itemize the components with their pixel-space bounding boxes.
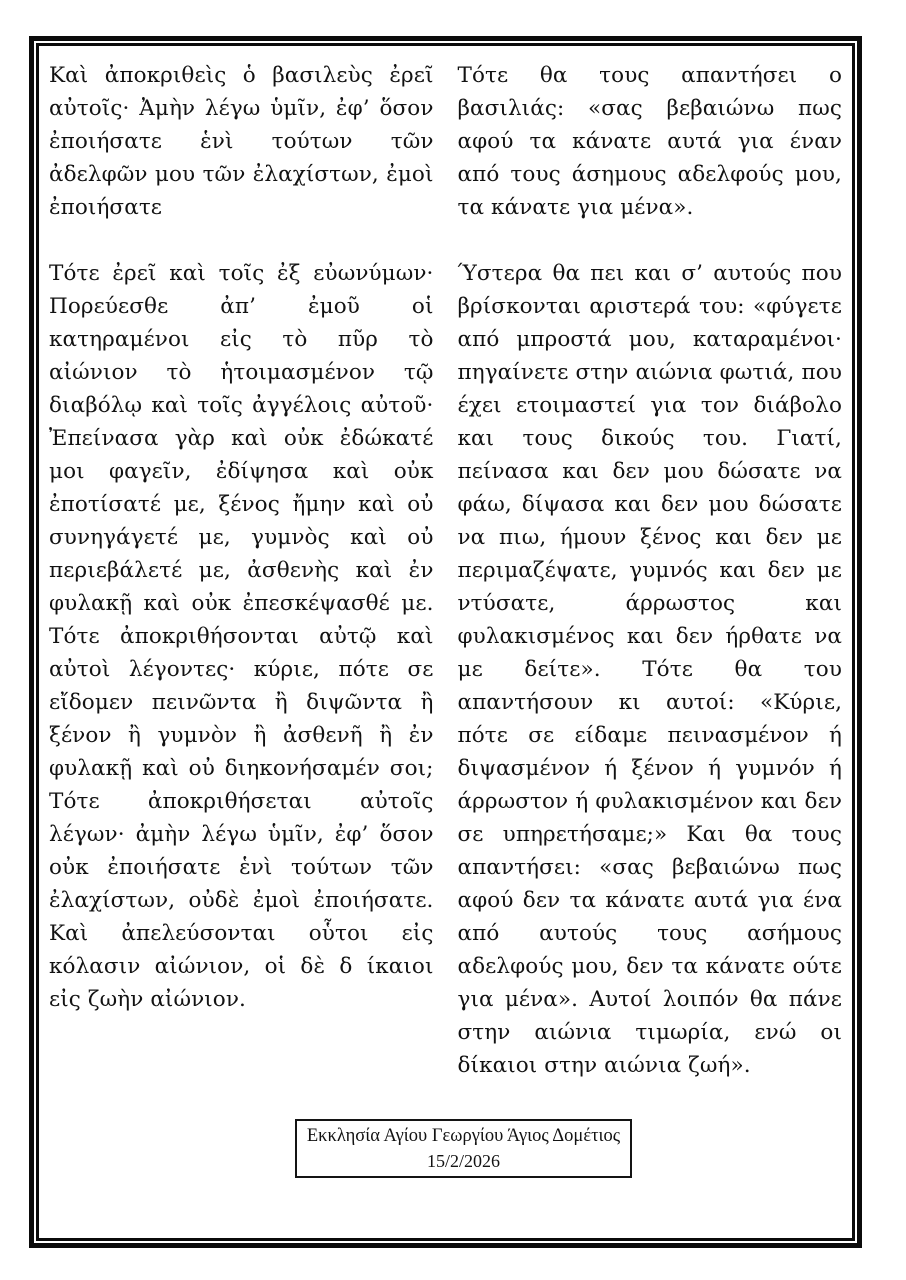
footer-date: 15/2/2026 <box>426 1151 500 1171</box>
translation-paragraph-2: Ύστερα θα πει και σ’ αυτούς που βρίσκονται αριστερά του: «φύγετε από μπροστά μου, καταραμένοι· πηγαίνετε στην αιώνια φωτιά, που έχει ετοιμαστεί για τον διάβολο και τους δικούς του. Γιατί, πείνασα και δεν μου δώσατε να φάω, δίψασα και δεν μου δώσατε να πιω, ήμουν ξένος και δεν με περιμαζέψατε, γυμνός και δεν με ντύσατε, άρρωστος και φυλακισμένος και δεν ήρθατε να με δείτε». Τότε θα του απαντήσουν κι αυτοί: «Κύριε, πότε σε είδαμε πεινασμένον ή διψασμένον ή ξένον ή γυμνόν ή άρρωστον ή φυλακισμένον και δεν σε υπηρετήσαμε;» Και θα τους απαντήσει: «σας βεβαιώνω πως αφού δεν τα κάνατε αυτά για ένα από αυτούς τους ασήμους αδελφούς μου, δεν τα κάνατε ούτε για μένα». Αυτοί λοιπόν θα πάνε στην αιώνια τιμωρία, ενώ οι δίκαιοι στην αιώνια ζωή». <box>457 261 842 1078</box>
translation-paragraph-1: Τότε θα τους απαντήσει ο βασιλιάς: «σας βεβαιώνω πως αφού τα κάνατε αυτά για έναν από τους άσημους αδελφούς μου, τα κάνατε για μένα». <box>457 63 842 220</box>
gospel-paragraph-greek-1: Καὶ ἀποκριθεὶς ὁ βασιλεὺς ἐρεῖ αὐτοῖς· Ἀμὴν λέγω ὑμῖν, ἐφ’ ὅσον ἐποιήσατε ἑνὶ τούτων τῶν ἀδελφῶν μου τῶν ἐλαχίστων, ἐμοὶ ἐποιήσατε <box>49 63 434 220</box>
church-footer-box <box>295 1119 632 1178</box>
right-column-modern-greek <box>458 59 843 1115</box>
two-column-text-area <box>39 46 852 1115</box>
page-border-frame <box>29 36 862 1248</box>
left-column-ancient-greek <box>49 59 434 1115</box>
page-border-frame-inner <box>36 43 855 1241</box>
church-name: Εκκλησία Αγίου Γεωργίου Άγιος Δομέτιος <box>306 1126 621 1146</box>
gospel-paragraph-greek-2: Τότε ἐρεῖ καὶ τοῖς ἐξ εὐωνύμων· Πορεύεσθε ἀπ’ ἐμοῦ οἱ κατηραμένοι εἰς τὸ πῦρ τὸ αἰώνιον τὸ ἡτοιμασμένον τῷ διαβόλῳ καὶ τοῖς ἀγγέλοις αὐτοῦ· Ἐπείνασα γὰρ καὶ οὐκ ἐδώκατέ μοι φαγεῖν, ἐδίψησα καὶ οὐκ ἐποτίσατέ με, ξένος ἤμην καὶ οὐ συνηγάγετέ με, γυμνὸς καὶ οὐ περιεβάλετέ με, ἀσθενὴς καὶ ἐν φυλακῇ καὶ οὐκ ἐπεσκέψασθέ με. Τότε ἀποκριθήσονται αὐτῷ καὶ αὐτοὶ λέγοντες· κύριε, πότε σε εἴδομεν πεινῶντα ἢ διψῶντα ἢ ξένον ἢ γυμνὸν ἢ ἀσθενῆ ἢ ἐν φυλακῇ καὶ οὐ διηκονήσαμέν σοι; Τότε ἀποκριθήσεται αὐτοῖς λέγων· ἀμὴν λέγω ὑμῖν, ἐφ’ ὅσον οὐκ ἐποιήσατε ἑνὶ τούτων τῶν ἐλαχίστων, οὐδὲ ἐμοὶ ἐποιήσατε. Καὶ ἀπελεύσονται οὗτοι εἰς κόλασιν αἰώνιον, οἱ δὲ δ ίκαιοι εἰς ζωὴν αἰώνιον. <box>49 261 434 1012</box>
